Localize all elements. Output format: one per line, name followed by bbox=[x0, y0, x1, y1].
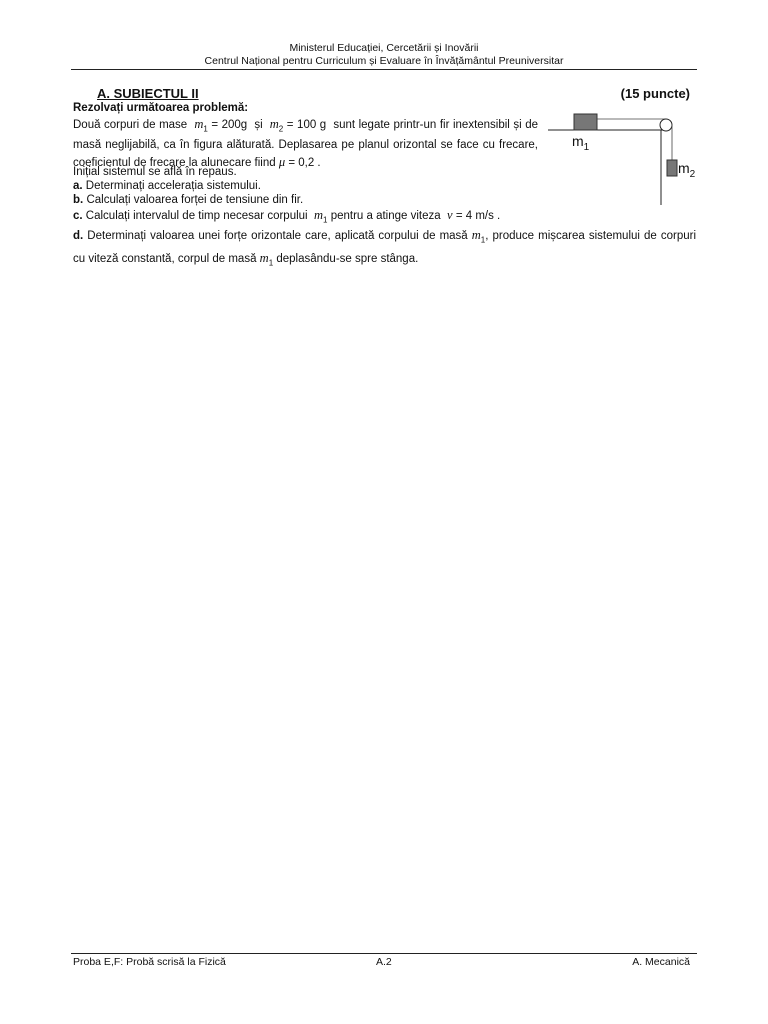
instruction: Rezolvați următoarea problemă: bbox=[73, 102, 249, 114]
block-m1 bbox=[574, 114, 597, 130]
m2-symbol: m bbox=[269, 117, 279, 131]
intro-text-b: sunt legate printr-un fir inextensibil și de masă neglijabilă, ca în figura alăturată. Deplasarea pe planul orizontal se face cu frecare, coeficientul de frecare la alunecare fiind bbox=[73, 119, 539, 170]
section-points: (15 puncte) bbox=[620, 86, 690, 101]
footer-left: Proba E,F: Probă scrisă la Fizică bbox=[73, 956, 226, 968]
m1-symbol: m bbox=[194, 117, 204, 131]
intro-text-a: Două corpuri de mase bbox=[73, 119, 188, 131]
question-c-m-subscript: 1 bbox=[323, 215, 328, 225]
question-a-label: a. bbox=[73, 180, 83, 192]
footer-rule bbox=[71, 953, 697, 954]
question-c-label: c. bbox=[73, 210, 83, 222]
question-d-m2-symbol: m bbox=[259, 251, 269, 266]
question-c-m-symbol: m bbox=[314, 208, 324, 222]
header-rule bbox=[71, 69, 697, 70]
question-b-text: Calculați valoarea forței de tensiune din fir. bbox=[86, 194, 304, 206]
question-d-m2-subscript: 1 bbox=[268, 258, 274, 268]
question-d-label: d. bbox=[73, 230, 84, 242]
question-b-label: b. bbox=[73, 194, 84, 206]
question-d-text-b: , produce mișcarea sistemului de corpuri cu viteză constantă, corpul de masă bbox=[73, 230, 696, 266]
header-center: Centrul Național pentru Curriculum și Evaluare în Învățământul Preuniversitar bbox=[204, 55, 564, 67]
footer-page: A.2 bbox=[376, 956, 392, 968]
section-title: A. SUBIECTUL II bbox=[97, 86, 199, 101]
m2-value: = 100 g bbox=[286, 119, 327, 131]
question-c-text-a: Calculați intervalul de timp necesar corpului bbox=[85, 210, 308, 222]
m2-subscript: 2 bbox=[278, 124, 284, 134]
question-d-m-symbol: m bbox=[471, 228, 481, 242]
question-d-text-a: Determinați valoarea unei forțe orizontale care, aplicată corpului de masă bbox=[87, 230, 468, 242]
problem-figure bbox=[548, 110, 698, 210]
question-c bbox=[73, 208, 500, 224]
block-m2 bbox=[667, 160, 677, 176]
question-c-v-value: = 4 m/s . bbox=[455, 210, 501, 222]
question-b bbox=[73, 194, 303, 206]
pulley-wheel bbox=[660, 119, 672, 131]
label-m1: $m_1$ bbox=[572, 133, 590, 153]
question-c-v-symbol: v bbox=[447, 208, 453, 222]
question-c-text-b: pentru a atinge viteza bbox=[330, 210, 441, 222]
footer-right: A. Mecanică bbox=[632, 956, 690, 968]
label-m2: $m_2$ bbox=[678, 160, 696, 180]
initial-state: Inițial sistemul se află în repaus. bbox=[73, 166, 237, 178]
m1-value: = 200g bbox=[211, 119, 248, 131]
mu-value: = 0,2 . bbox=[288, 157, 321, 170]
question-d-m-subscript: 1 bbox=[480, 235, 486, 245]
and-word: și bbox=[254, 119, 263, 131]
problem-statement bbox=[73, 116, 538, 172]
question-d bbox=[73, 226, 696, 273]
question-a bbox=[73, 180, 261, 192]
header-ministry: Ministerul Educației, Cercetării și Inovării bbox=[289, 42, 479, 54]
section-title-row bbox=[71, 86, 690, 102]
pulley-diagram bbox=[548, 110, 698, 210]
mu-symbol: μ bbox=[278, 155, 286, 170]
question-a-text: Determinați accelerația sistemului. bbox=[85, 180, 261, 192]
question-d-text-c: deplasându-se spre stânga. bbox=[276, 253, 419, 266]
m1-subscript: 1 bbox=[203, 124, 208, 134]
